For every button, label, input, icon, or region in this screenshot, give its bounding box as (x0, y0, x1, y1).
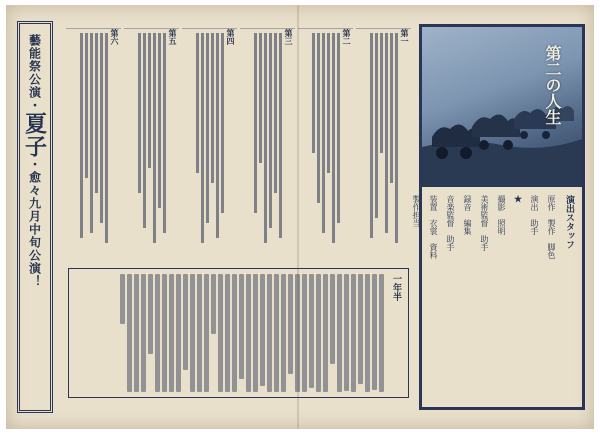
program-section-head: 第六 (110, 29, 120, 45)
program-column (182, 28, 237, 259)
film-title: 第二の人生 (543, 45, 562, 125)
staff-column: 原作 製作 脚色 (547, 195, 556, 259)
program-lines (196, 29, 224, 259)
program-column (240, 28, 295, 259)
essay-box (68, 268, 409, 398)
essay-title: 一年半 (391, 274, 401, 301)
film-photo (422, 27, 582, 187)
program-section-head: 第一 (400, 29, 410, 45)
program-column (66, 28, 121, 259)
film-panel (412, 24, 585, 410)
program-section-head: 第二 (342, 29, 352, 45)
star-divider: ★ (513, 195, 523, 205)
banner-line-4: ・愈々九月中旬公演！ (27, 158, 42, 288)
staff-column: 音楽監督 助手 (446, 195, 455, 251)
staff-heading: 演出スタッフ (564, 195, 574, 249)
program-lines (138, 29, 166, 259)
banner-text (20, 34, 51, 410)
program-column (124, 28, 179, 259)
program-section-head: 第五 (168, 29, 178, 45)
banner-line-1: 藝能祭公演・ (27, 34, 42, 112)
program-lines (370, 29, 398, 259)
staff-column: 装置 衣裳 資料 (429, 195, 438, 259)
staff-credits (412, 187, 582, 407)
announcement-banner (17, 21, 53, 413)
staff-column: 撮影 照明 (497, 195, 506, 235)
banner-line-2: 夏 (21, 112, 48, 135)
staff-column: 製作担当 (412, 195, 421, 227)
program-lines (254, 29, 282, 259)
banner-line-3: 子 (21, 135, 48, 158)
program-section-head: 第四 (226, 29, 236, 45)
program-column (298, 28, 353, 259)
staff-column: 演出 助手 (530, 195, 539, 235)
program-lines (312, 29, 340, 259)
staff-column: 美術監督 助手 (480, 195, 489, 251)
program-listing (66, 28, 411, 258)
program-lines (80, 29, 108, 259)
program-section-head: 第三 (284, 29, 294, 45)
program-column (356, 28, 411, 259)
staff-column: 録音 編集 (463, 195, 472, 235)
